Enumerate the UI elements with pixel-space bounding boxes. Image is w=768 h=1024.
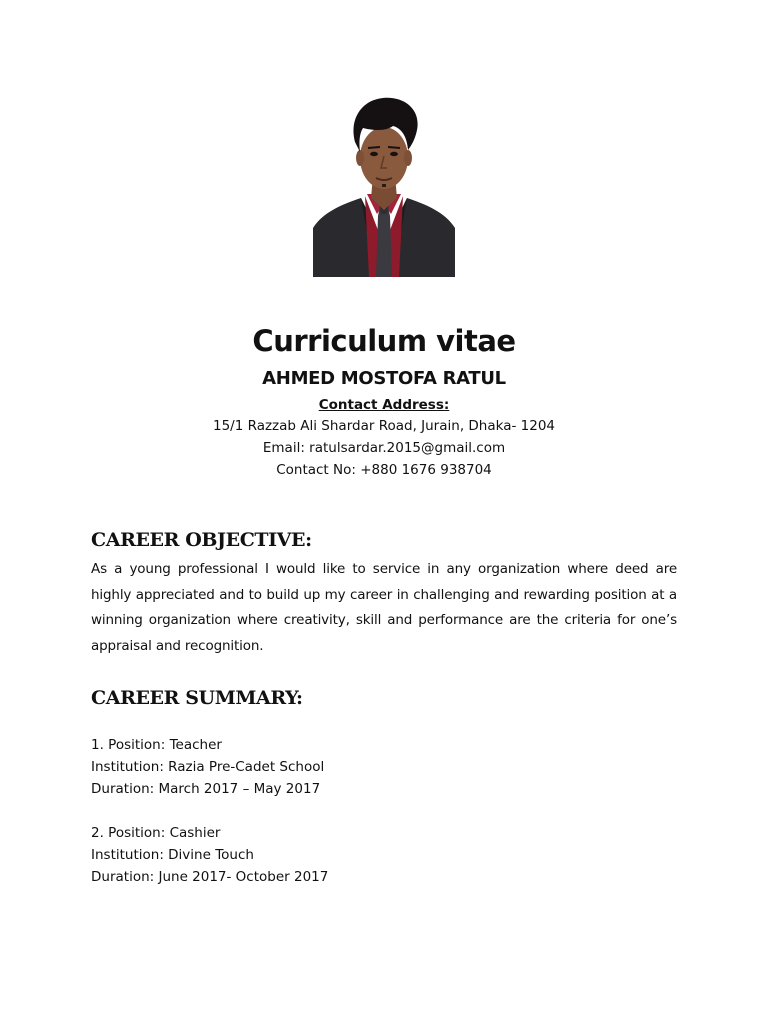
contact-address: 15/1 Razzab Ali Shardar Road, Jurain, Dhaka- 1204 (213, 418, 555, 434)
contact-address-heading: Contact Address: (318, 397, 450, 413)
document-title: Curriculum vitae (252, 324, 516, 358)
contact-email: Email: ratulsardar.2015@gmail.com (262, 440, 506, 456)
job-institution: Institution: Razia Pre-Cadet School (91, 759, 325, 775)
applicant-name: AHMED MOSTOFA RATUL (262, 368, 506, 389)
profile-photo-illustration (313, 96, 455, 277)
job-duration: Duration: June 2017- October 2017 (91, 869, 329, 885)
job-position: 1. Position: Teacher (91, 737, 222, 753)
job-duration: Duration: March 2017 – May 2017 (91, 781, 321, 797)
career-objective-text: As a young professional I would like to service in any organization where deed are highly appreciated and to build up my career in challenging and rewarding position at a winning organization where creativity, skill and performance are the criteria for one’s appraisal and recognition. (91, 561, 677, 654)
career-summary-job (91, 734, 324, 800)
career-summary-heading: CAREER SUMMARY: (91, 687, 303, 709)
job-position: 2. Position: Cashier (91, 825, 221, 841)
job-institution: Institution: Divine Touch (91, 847, 254, 863)
contact-phone: Contact No: +880 1676 938704 (276, 462, 492, 478)
career-objective-heading: CAREER OBJECTIVE: (91, 529, 312, 551)
career-summary-job (91, 822, 328, 888)
profile-photo (313, 96, 455, 277)
